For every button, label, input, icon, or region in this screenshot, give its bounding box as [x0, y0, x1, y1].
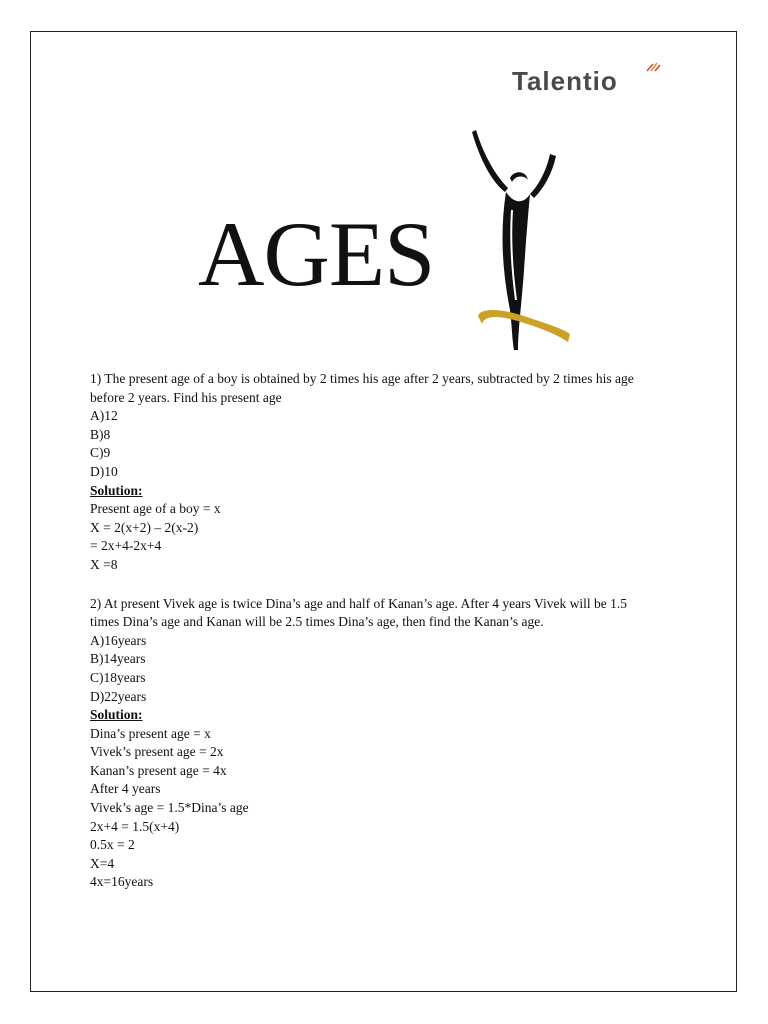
option-c: C)9: [90, 445, 111, 461]
solution-line: Present age of a boy = x: [90, 501, 221, 517]
solution-line: 0.5x = 2: [90, 837, 135, 853]
questions-content: [90, 370, 690, 892]
question-text: 2) At present Vivek age is twice Dina’s age and half of Kanan’s age. After 4 years Vivek will be 1.5: [90, 595, 627, 611]
question-text: 1) The present age of a boy is obtained by 2 times his age after 2 years, subtracted by 2 times his age: [90, 371, 634, 386]
option-b: B)8: [90, 426, 111, 442]
question-text: before 2 years. Find his present age: [90, 389, 282, 405]
option-c: C)18years: [90, 669, 146, 685]
solution-line: After 4 years: [90, 781, 161, 797]
spacer: [90, 575, 690, 595]
solution-line: Kanan’s present age = 4x: [90, 762, 227, 778]
solution-heading: Solution:: [90, 707, 143, 723]
raised-arms-figure-icon: [470, 130, 580, 352]
hero-title: AGES: [198, 203, 435, 305]
option-b: B)14years: [90, 651, 146, 667]
solution-line: X=4: [90, 855, 115, 871]
option-d: D)22years: [90, 688, 147, 704]
option-d: D)10: [90, 463, 118, 479]
brand-name: Talentio: [512, 66, 618, 96]
option-a: A)12: [90, 408, 118, 424]
question-1: [90, 370, 690, 575]
solution-line: Dina’s present age = x: [90, 725, 211, 741]
solution-line: 2x+4 = 1.5(x+4): [90, 818, 180, 834]
brand-logo: [512, 66, 682, 100]
question-text: times Dina’s age and Kanan will be 2.5 times Dina’s age, then find the Kanan’s age.: [90, 614, 544, 630]
solution-line: X = 2(x+2) – 2(x-2): [90, 519, 199, 535]
solution-line: 4x=16years: [90, 874, 154, 890]
solution-line: Vivek’s present age = 2x: [90, 744, 224, 760]
option-a: A)16years: [90, 632, 147, 648]
spark-icon: [645, 62, 661, 72]
solution-heading: Solution:: [90, 482, 143, 498]
solution-line: Vivek’s age = 1.5*Dina’s age: [90, 800, 249, 816]
question-2: [90, 595, 690, 893]
solution-line: X =8: [90, 556, 118, 572]
solution-line: = 2x+4-2x+4: [90, 538, 162, 554]
